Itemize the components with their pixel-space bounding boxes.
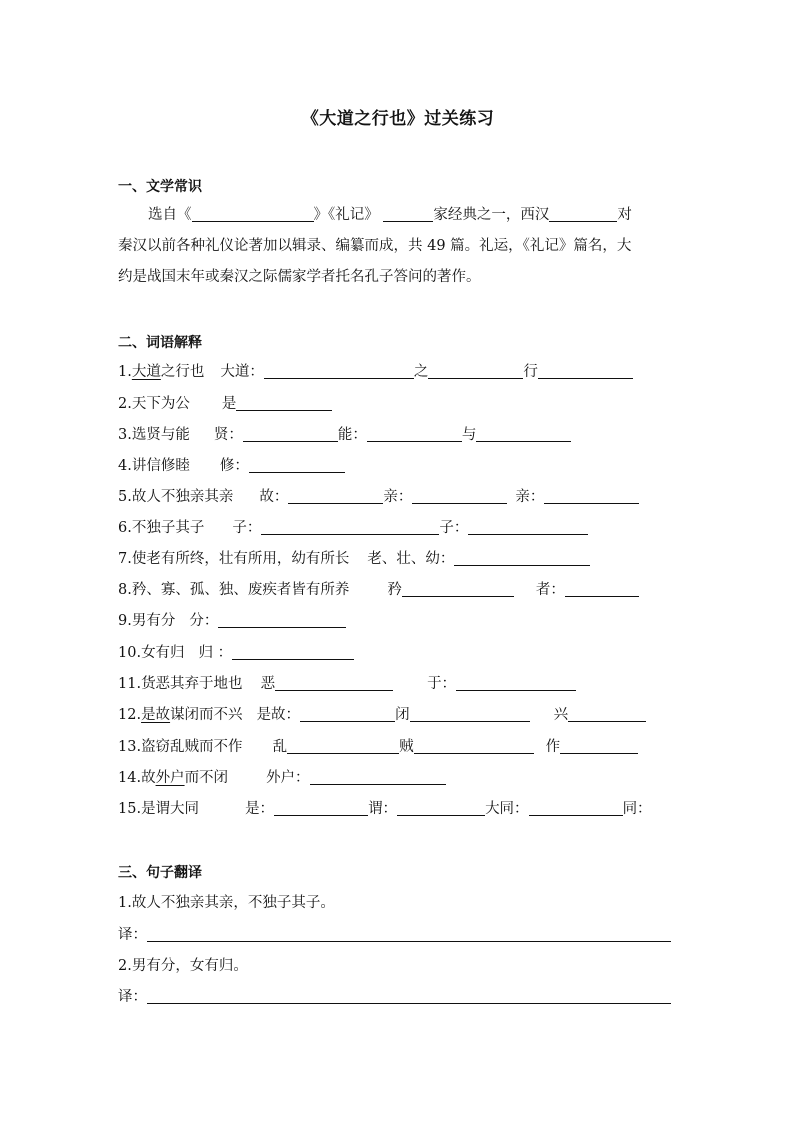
fill-blank[interactable] [232, 643, 354, 660]
text-fragment: 选自《 [148, 207, 192, 223]
vocab-item-11: 11.货恶其弃于地也 恶 于： [118, 672, 576, 696]
vocab-item-9: 9.男有分 分： [118, 609, 346, 633]
fill-blank[interactable] [412, 487, 507, 504]
fill-blank[interactable] [414, 737, 534, 754]
vocab-item-2: 2.天下为公 是 [118, 392, 332, 416]
translation-blank-1[interactable] [147, 925, 671, 942]
translation-question-1: 1.故人不独亲其亲，不独子其子。 [118, 895, 335, 911]
fill-blank[interactable] [468, 518, 588, 535]
page-title: 《大道之行也》过关练习 [301, 109, 495, 129]
vocab-item-8: 8.矜、寡、孤、独、废疾者皆有所养 矜 者： [118, 578, 639, 602]
fill-blank[interactable] [261, 518, 439, 535]
translation-answer-1: 译： [118, 923, 674, 947]
section-heading-literature: 一、文学常识 [118, 179, 202, 195]
section-heading-vocabulary: 二、词语解释 [118, 335, 202, 351]
fill-blank[interactable] [383, 205, 433, 222]
fill-blank[interactable] [560, 737, 638, 754]
literature-paragraph [118, 200, 676, 293]
fill-blank[interactable] [367, 425, 462, 442]
fill-blank[interactable] [454, 549, 590, 566]
vocab-item-1: 1.大道之行也 大道： 之 行 [118, 360, 633, 384]
section-heading-translation: 三、句子翻译 [118, 865, 202, 881]
paragraph-line: 约是战国末年或秦汉之际儒家学者托名孔子答问的著作。 [118, 269, 481, 285]
fill-blank[interactable] [300, 705, 395, 722]
vocab-item-4: 4.讲信修睦 修： [118, 454, 345, 478]
vocab-item-7: 7.使老有所终，壮有所用，幼有所长 老、壮、幼： [118, 547, 590, 571]
fill-blank[interactable] [538, 362, 633, 379]
fill-blank[interactable] [565, 580, 639, 597]
fill-blank[interactable] [428, 362, 523, 379]
text-fragment: 》《礼记》 [313, 207, 379, 223]
fill-blank[interactable] [288, 487, 383, 504]
fill-blank[interactable] [476, 425, 571, 442]
fill-blank[interactable] [397, 799, 485, 816]
vocab-item-12: 12.是故谋闭而不兴 是故： 闭 兴 [118, 703, 646, 727]
vocab-item-5: 5.故人不独亲其亲 故： 亲： 亲： [118, 485, 639, 509]
fill-blank[interactable] [236, 394, 332, 411]
fill-blank[interactable] [568, 705, 646, 722]
vocab-item-6: 6.不独子其子 子： 子： [118, 516, 588, 540]
fill-blank[interactable] [243, 425, 338, 442]
fill-blank[interactable] [218, 611, 346, 628]
vocab-item-14: 14.故外户而不闭 外户： [118, 766, 446, 790]
fill-blank[interactable] [410, 705, 530, 722]
fill-blank[interactable] [287, 737, 399, 754]
text-fragment: 对 [617, 207, 632, 223]
underlined-term: 外户 [155, 770, 185, 786]
translation-answer-2: 译： [118, 985, 674, 1009]
fill-blank[interactable] [529, 799, 623, 816]
fill-blank[interactable] [549, 205, 617, 222]
fill-blank[interactable] [274, 799, 368, 816]
underlined-term: 大道 [131, 364, 161, 380]
fill-blank[interactable] [192, 205, 314, 222]
fill-blank[interactable] [544, 487, 639, 504]
underlined-term: 是故 [141, 707, 171, 723]
vocab-item-10: 10.女有归 归 ： [118, 641, 354, 665]
fill-blank[interactable] [456, 674, 576, 691]
vocab-item-15: 15.是谓大同 是： 谓： 大同： 同： [118, 801, 652, 817]
vocab-item-3: 3.选贤与能 贤： 能： 与 [118, 423, 571, 447]
fill-blank[interactable] [249, 456, 345, 473]
fill-blank[interactable] [264, 362, 414, 379]
translation-blank-2[interactable] [147, 987, 671, 1004]
fill-blank[interactable] [402, 580, 514, 597]
translation-question-2: 2.男有分，女有归。 [118, 958, 248, 974]
paragraph-line: 秦汉以前各种礼仪论著加以辑录、编纂而成，共 49 篇。礼运，《礼记》篇名，大 [118, 238, 632, 254]
fill-blank[interactable] [275, 674, 393, 691]
vocab-item-13: 13.盗窃乱贼而不作 乱 贼 作 [118, 735, 638, 759]
fill-blank[interactable] [310, 768, 446, 785]
text-fragment: 家经典之一，西汉 [433, 207, 550, 223]
